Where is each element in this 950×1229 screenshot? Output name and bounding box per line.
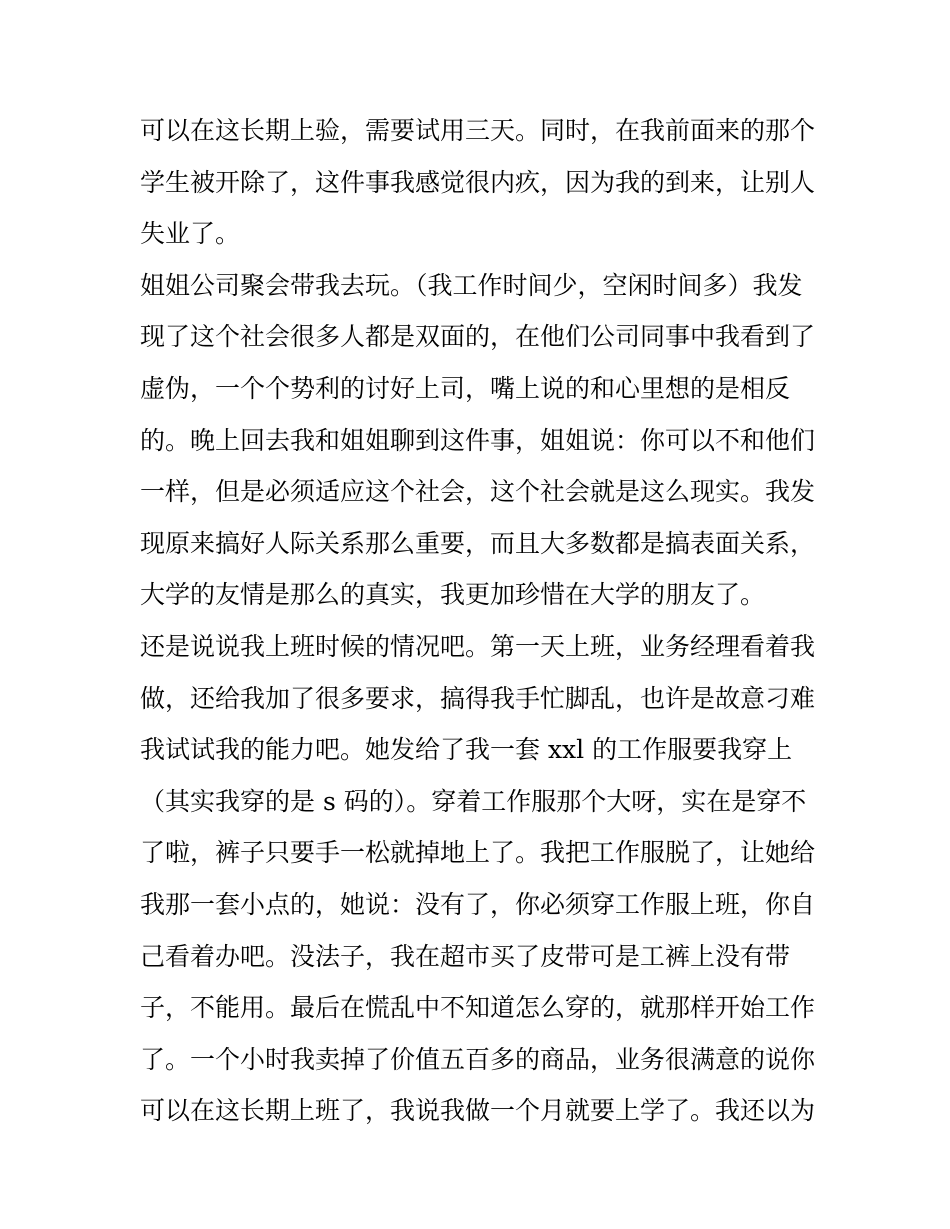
text-line: 失业了。 bbox=[140, 219, 241, 249]
text-line: 现原来搞好人际关系那么重要，而且大多数都是搞表面关系， bbox=[140, 528, 816, 558]
body-text bbox=[140, 105, 820, 1137]
text-line: 学生被开除了，这件事我感觉很内疚，因为我的到来，让别人 bbox=[140, 167, 816, 197]
text-line: （其实我穿的是 s 码的）。穿着工作服那个大呀，实在是穿不 bbox=[140, 786, 807, 816]
text-line: 可以在这长期上验，需要试用三天。同时，在我前面来的那个 bbox=[140, 116, 816, 145]
text-line: 己看着办吧。没法子，我在超市买了皮带可是工裤上没有带 bbox=[140, 941, 791, 971]
text-line: 的。晚上回去我和姐姐聊到这件事，姐姐说：你可以不和他们 bbox=[140, 425, 816, 455]
text-line: 做，还给我加了很多要求，搞得我手忙脚乱，也许是故意刁难 bbox=[140, 683, 816, 713]
text-line: 还是说说我上班时候的情况吧。第一天上班，业务经理看着我 bbox=[140, 631, 816, 661]
text-line: 了啦，裤子只要手一松就掉地上了。我把工作服脱了，让她给 bbox=[140, 838, 816, 868]
text-line: 一样，但是必须适应这个社会，这个社会就是这么现实。我发 bbox=[140, 477, 816, 507]
text-line: 我那一套小点的，她说：没有了，你必须穿工作服上班，你自 bbox=[140, 889, 816, 919]
text-line: 大学的友情是那么的真实，我更加珍惜在大学的朋友了。 bbox=[140, 580, 766, 610]
text-line: 子，不能用。最后在慌乱中不知道怎么穿的，就那样开始工作 bbox=[140, 993, 816, 1023]
text-line: 现了这个社会很多人都是双面的，在他们公司同事中我看到了 bbox=[140, 322, 816, 352]
text-line: 可以在这长期上班了，我说我做一个月就要上学了。我还以为 bbox=[140, 1096, 816, 1126]
text-line: 虚伪，一个个势利的讨好上司，嘴上说的和心里想的是相反 bbox=[140, 373, 791, 403]
text-line: 我试试我的能力吧。她发给了我一套 xxl 的工作服要我穿上 bbox=[140, 735, 793, 765]
text-line: 姐姐公司聚会带我去玩。（我工作时间少，空闲时间多）我发 bbox=[140, 270, 803, 300]
text-line: 了。一个小时我卖掉了价值五百多的商品，业务很满意的说你 bbox=[140, 1044, 816, 1074]
